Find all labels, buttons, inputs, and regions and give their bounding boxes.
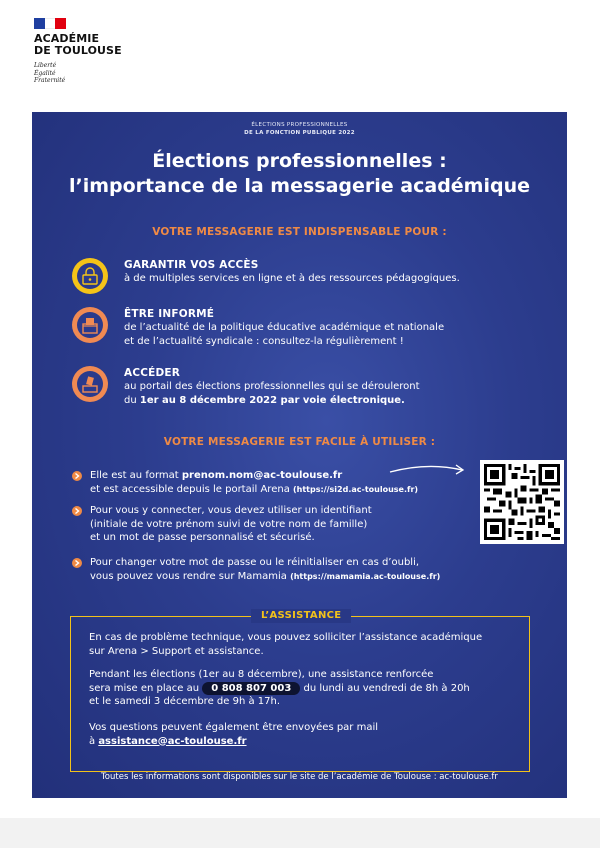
assistance-p3-line2-pre: à: [89, 735, 99, 747]
motto-liberte: Liberté: [34, 62, 57, 69]
assistance-p1-line2: sur Arena > Support et assistance.: [89, 645, 264, 657]
bullet-connect-line1: Pour vous y connecter, vous devez utiliser un identifiant: [90, 505, 372, 516]
bullet-password-line2: vous pouvez vous rendre sur Mamamia: [90, 570, 291, 582]
assistance-p1-line1: En cas de problème technique, vous pouvez solliciter l’assistance académique: [89, 632, 483, 643]
item-accede-text2-pre: du: [124, 395, 140, 406]
logo-name-line2: DE TOULOUSE: [34, 44, 122, 57]
motto-fraternite: Fraternité: [34, 77, 66, 84]
assistance-p1: [89, 631, 519, 658]
assistance-p2-line2-post: du lundi au vendredi de 8h à 20h: [303, 682, 470, 694]
section1-heading: VOTRE MESSAGERIE EST INDISPENSABLE POUR :: [152, 226, 447, 238]
item-accede-text2: [124, 394, 544, 408]
item-informed-text2: et de l’actualité syndicale : consultez-la régulièrement !: [124, 336, 404, 347]
kicker: [32, 121, 567, 137]
assistance-p3: [89, 721, 519, 748]
vote-icon: [72, 366, 108, 402]
item-accede-heading: ACCÉDER: [124, 367, 181, 379]
assistance-p2-line1: Pendant les élections (1er au 8 décembre), une assistance renforcée: [89, 669, 434, 680]
item-access-text: à de multiples services en ligne et à des ressources pédagogiques.: [124, 273, 460, 284]
kicker-line2: DE LA FONCTION PUBLIQUE 2022: [244, 130, 355, 136]
title-line1: Élections professionnelles :: [152, 150, 447, 172]
motto-egalite: Égalité: [34, 69, 56, 77]
assistance-box: [70, 610, 530, 772]
bullet-connect-line3: et un mot de passe personnalisé et sécurisé.: [90, 532, 315, 543]
arena-link[interactable]: (https://si2d.ac-toulouse.fr): [293, 484, 419, 494]
qr-code-icon: [484, 464, 560, 540]
kicker-line1: ÉLECTIONS PROFESSIONNELLES: [251, 122, 348, 128]
bullet-connect-line2: (initiale de votre prénom suivi de votre nom de famille): [90, 518, 368, 530]
item-informed-text1: de l’actualité de la politique éducative académique et nationale: [124, 322, 445, 333]
mamamia-link[interactable]: (https://mamamia.ac-toulouse.fr): [290, 571, 441, 581]
bottom-strip: [0, 818, 600, 848]
assistance-p2-line3: et le samedi 3 décembre de 9h à 17h.: [89, 696, 281, 707]
page-title: [32, 149, 567, 199]
bullet-format-pre: Elle est au format: [90, 470, 182, 481]
email-format: prenom.nom@ac-toulouse.fr: [181, 470, 343, 481]
phone-number-badge[interactable]: 0 808 807 003: [202, 682, 300, 695]
title-line2: l’importance de la messagerie académique: [68, 175, 531, 197]
assistance-p3-line1: Vos questions peuvent également être envoyées par mail: [89, 722, 379, 733]
item-informed-heading: ÊTRE INFORMÉ: [124, 308, 215, 320]
bullet-format-line2: et est accessible depuis le portail Arena: [90, 483, 293, 495]
curved-arrow-icon: [388, 460, 468, 480]
assistance-p2: [89, 668, 519, 709]
french-flag-icon: [34, 18, 66, 29]
ballot-box-icon: [72, 307, 108, 343]
bullet-password-line1: Pour changer votre mot de passe ou le réinitialiser en cas d’oubli,: [90, 557, 420, 568]
section2-heading: VOTRE MESSAGERIE EST FACILE À UTILISER :: [163, 436, 436, 448]
item-access-heading: GARANTIR VOS ACCÈS: [124, 259, 259, 271]
item-accede-text1: au portail des élections professionnelles qui se dérouleront: [124, 381, 420, 392]
assistance-email-link[interactable]: assistance@ac-toulouse.fr: [98, 735, 247, 747]
arrow-bullet-icon: [72, 558, 82, 568]
info-panel: [32, 112, 567, 798]
assistance-label: L’ASSISTANCE: [251, 609, 351, 623]
lock-icon: [72, 258, 108, 294]
arrow-bullet-icon: [72, 506, 82, 516]
arrow-bullet-icon: [72, 471, 82, 481]
logo-name-line1: ACADÉMIE: [34, 32, 100, 45]
assistance-p2-line2-pre: sera mise en place au: [89, 682, 200, 694]
footer-text: Toutes les informations sont disponibles sur le site de l’académie de Toulouse : ac-toulouse.fr: [101, 772, 498, 782]
academy-logo: [34, 18, 122, 85]
qr-code[interactable]: [480, 460, 564, 544]
item-accede-dates: 1er au 8 décembre 2022 par voie électronique.: [139, 395, 405, 406]
